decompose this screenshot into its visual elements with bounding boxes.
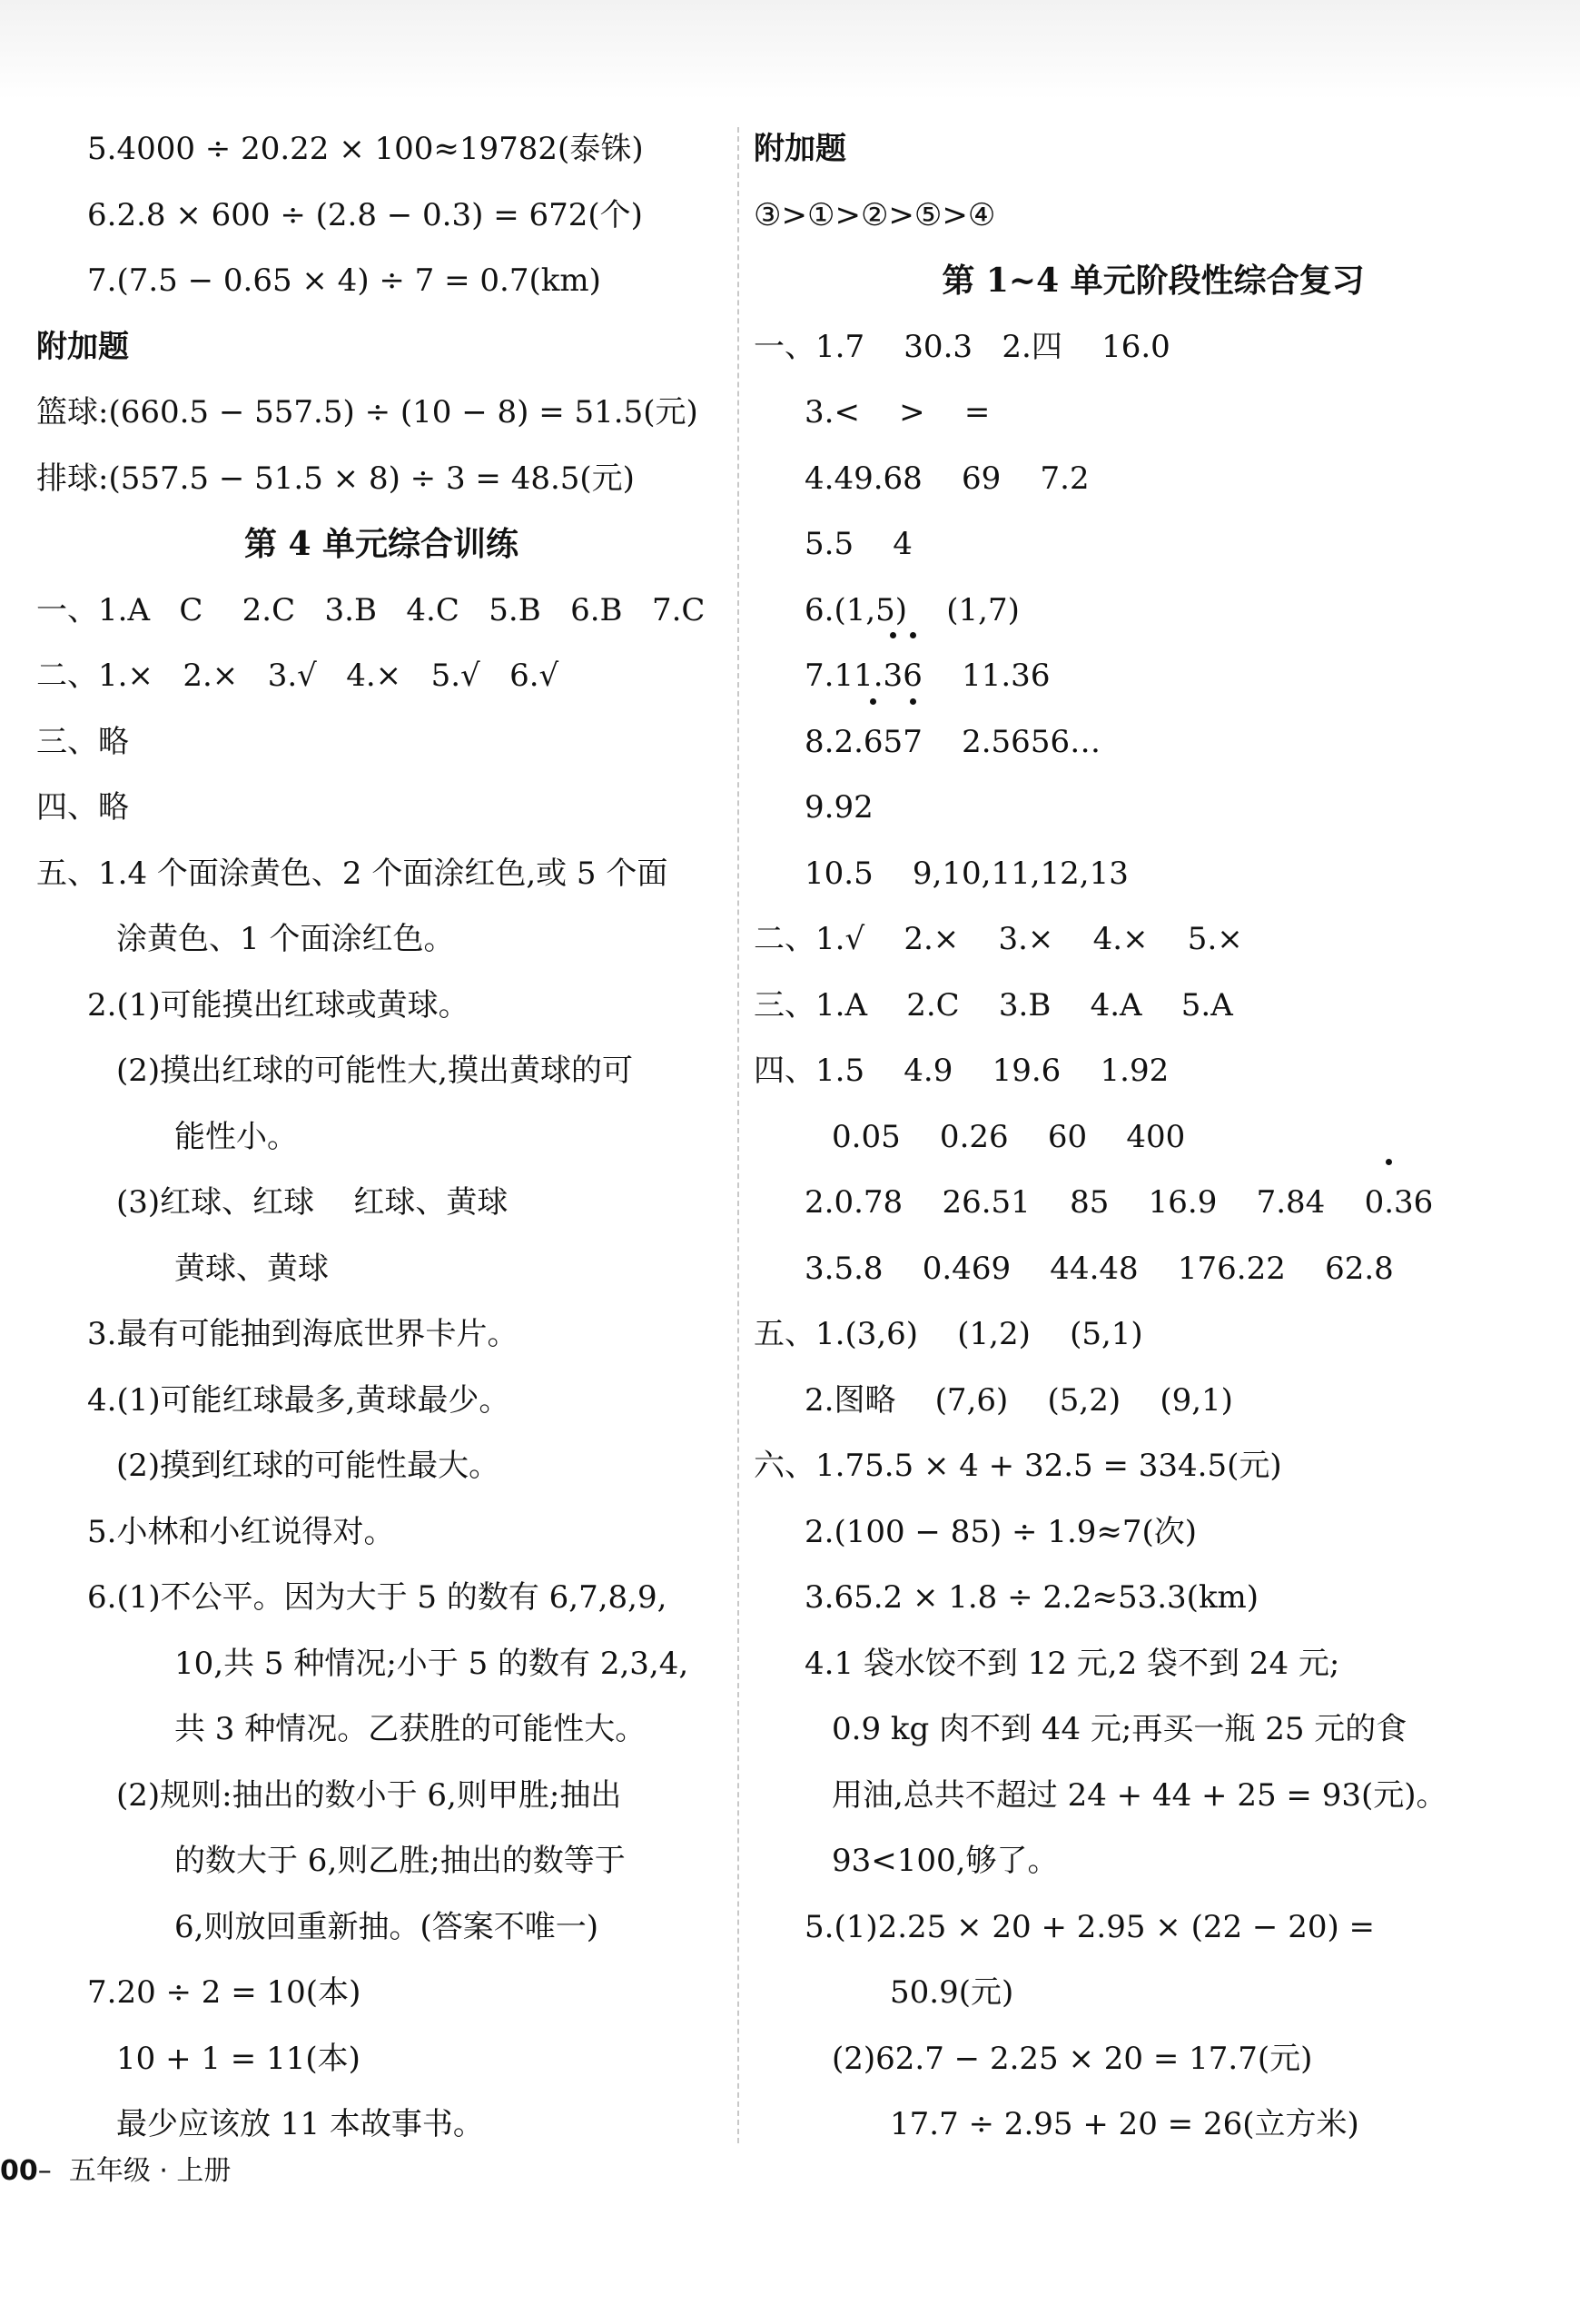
answer-line: 四、略 (36, 789, 129, 826)
answer-line: (2)摸到红球的可能性最大。 (116, 1448, 500, 1484)
footer-separator: – (37, 2155, 52, 2187)
answer-line: 二、1.√ 2.× 3.× 4.× 5.× (754, 921, 1243, 957)
section-label: 附加题 (754, 131, 846, 167)
answer-line: 的数大于 6,则乙胜;抽出的数等于 (174, 1843, 626, 1879)
answer-line: 2.图略 (7,6) (5,2) (9,1) (805, 1381, 1233, 1419)
answer-line: 50.9(元) (890, 1974, 1014, 2011)
right-answer-column (754, 116, 1553, 2158)
answer-line: 3.65.2 × 1.8 ÷ 2.2≈53.3(km) (805, 1579, 1259, 1616)
book-grade-label: 五年级 · 上册 (68, 2155, 232, 2187)
repeating-decimal-digit: 6 (864, 709, 884, 776)
answer-line: 10.5 9,10,11,12,13 (805, 855, 1129, 892)
answer-line: 3.最有可能抽到海底世界卡片。 (87, 1316, 518, 1352)
answer-line: 6.(1,5) (1,7) (805, 591, 1020, 628)
answer-line: 五、1.(3,6) (1,2) (5,1) (754, 1316, 1143, 1352)
answer-line: (2)62.7 − 2.25 × 20 = 17.7(元) (832, 2040, 1313, 2077)
answer-line: 二、1.× 2.× 3.√ 4.× 5.√ 6.√ (36, 658, 559, 694)
repeating-dot-mark (870, 698, 876, 705)
answer-line: 2.0.78 26.51 85 16.9 7.84 0. 36 (754, 1170, 1553, 1236)
answer-line: 7.20 ÷ 2 = 10(本) (87, 1974, 361, 2011)
answer-line: 最少应该放 11 本故事书。 (116, 2106, 484, 2142)
answer-line: 8.2.6 57 2.5656… (754, 709, 1553, 776)
section-label: 附加题 (36, 328, 129, 365)
repeating-dot-mark (890, 632, 896, 638)
answer-line: 0.9 kg 肉不到 44 元;再买一瓶 25 元的食 (832, 1711, 1407, 1747)
answer-line: 5.4000 ÷ 20.22 × 100≈19782(泰铢) (87, 131, 644, 167)
answer-line: (2)摸出红球的可能性大,摸出黄球的可 (116, 1053, 633, 1089)
answer-line: 6.2.8 × 600 ÷ (2.8 − 0.3) = 672(个) (87, 196, 643, 233)
answer-line: 6,则放回重新抽。(答案不唯一) (174, 1908, 598, 1945)
answer-line: 5.小林和小红说得对。 (87, 1513, 395, 1550)
answer-line: 17.7 ÷ 2.95 + 20 = 26(立方米) (890, 2106, 1359, 2142)
answer-line: 三、略 (36, 723, 129, 760)
answer-line: 四、1.5 4.9 19.6 1.92 (754, 1053, 1170, 1089)
answer-line: 一、1.A C 2.C 3.B 4.C 5.B 6.B 7.C (36, 591, 706, 628)
answer-line: 9.92 (805, 789, 874, 826)
column-divider (737, 127, 739, 2143)
answer-line: 黄球、黄球 (174, 1250, 329, 1287)
answer-line: 7.(7.5 − 0.65 × 4) ÷ 7 = 0.7(km) (87, 262, 601, 299)
answer-line: 篮球:(660.5 − 557.5) ÷ (10 − 8) = 51.5(元) (36, 394, 698, 430)
repeating-decimal-digit: 7 (903, 709, 923, 776)
answer-line: 4.(1)可能红球最多,黄球最少。 (87, 1381, 510, 1419)
left-answer-column (36, 116, 726, 2158)
answer-line: 93<100,够了。 (832, 1843, 1059, 1879)
page-top-band (0, 0, 1580, 100)
answer-line: 6.(1)不公平。因为大于 5 的数有 6,7,8,9, (87, 1579, 667, 1616)
section-heading: 第 1~4 单元阶段性综合复习 (942, 262, 1365, 300)
repeating-decimal-digit: 6 (903, 643, 923, 709)
repeating-decimal-digit: 3 (884, 643, 904, 709)
answer-line: (3)红球、红球 红球、黄球 (116, 1184, 509, 1221)
answer-line: 5.5 4 (805, 526, 913, 562)
answer-line: 共 3 种情况。乙获胜的可能性大。 (174, 1711, 647, 1747)
section-heading: 第 4 单元综合训练 (243, 525, 519, 563)
answer-line: 4.1 袋水饺不到 12 元,2 袋不到 24 元; (805, 1645, 1340, 1682)
answer-line: 5.(1)2.25 × 20 + 2.95 × (22 − 20) = (805, 1908, 1376, 1945)
answer-line: 一、1.7 30.3 2.四 16.0 (754, 328, 1170, 365)
answer-line: 3.< > = (805, 394, 991, 430)
answer-line: 3.5.8 0.469 44.48 176.22 62.8 (805, 1250, 1394, 1287)
repeating-dot-mark (910, 632, 916, 638)
page-number: 00 (0, 2155, 38, 2187)
repeating-dot-mark (910, 698, 916, 705)
answer-line: 0.05 0.26 60 400 (832, 1118, 1186, 1155)
answer-line: 涂黄色、1 个面涂红色。 (116, 921, 455, 957)
answer-line: 2.(1)可能摸出红球或黄球。 (87, 986, 469, 1024)
answer-line: 10 + 1 = 11(本) (116, 2040, 360, 2077)
answer-line: (2)规则:抽出的数小于 6,则甲胜;抽出 (116, 1776, 622, 1814)
page-footer (0, 2149, 231, 2194)
answer-line: 五、1.4 个面涂黄色、2 个面涂红色,或 5 个面 (36, 855, 668, 892)
answer-line: 用油,总共不超过 24 + 44 + 25 = 93(元)。 (832, 1776, 1447, 1814)
answer-line: 能性小。 (174, 1118, 298, 1155)
answer-line: 4.49.68 69 7.2 (805, 460, 1090, 497)
answer-line: 排球:(557.5 − 51.5 × 8) ÷ 3 = 48.5(元) (36, 460, 635, 497)
answer-line: 7.11.3 6 11.36 (754, 643, 1553, 709)
repeating-decimal-digit: . (1384, 1170, 1394, 1236)
answer-line: 2.(100 − 85) ÷ 1.9≈7(次) (805, 1513, 1198, 1550)
answer-line: 三、1.A 2.C 3.B 4.A 5.A (754, 986, 1233, 1024)
answer-line: 六、1.75.5 × 4 + 32.5 = 334.5(元) (754, 1448, 1282, 1484)
answer-line: 10,共 5 种情况;小于 5 的数有 2,3,4, (174, 1645, 689, 1682)
answer-line: ③>①>②>⑤>④ (754, 196, 996, 233)
